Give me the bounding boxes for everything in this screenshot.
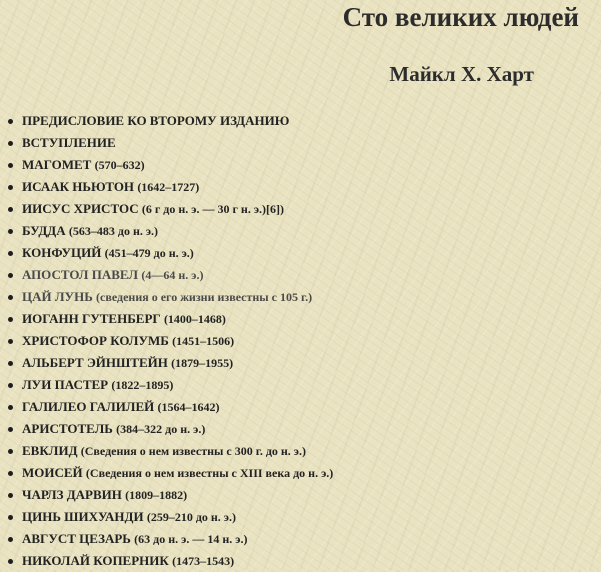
toc-dates: (1400–1468) bbox=[163, 312, 226, 326]
toc-link[interactable] bbox=[22, 443, 306, 458]
toc-link[interactable] bbox=[22, 509, 236, 524]
toc-name: ХРИСТОФОР КОЛУМБ bbox=[22, 333, 169, 348]
toc-dates: (563–483 до н. э.) bbox=[68, 224, 159, 238]
toc-item bbox=[0, 484, 333, 506]
toc-link[interactable] bbox=[22, 333, 234, 348]
toc-item bbox=[0, 132, 333, 154]
toc-name: МОИСЕЙ bbox=[22, 465, 83, 480]
toc-name: ГАЛИЛЕО ГАЛИЛЕЙ bbox=[22, 399, 155, 414]
toc-dates: (сведения о его жизни известны с 105 г.) bbox=[96, 290, 313, 304]
bullet-icon bbox=[8, 119, 13, 124]
toc-link[interactable] bbox=[22, 553, 234, 568]
toc-name: АПОСТОЛ ПАВЕЛ bbox=[22, 267, 139, 282]
bullet-icon bbox=[8, 207, 13, 212]
toc-name: ЕВКЛИД bbox=[22, 443, 78, 458]
bullet-icon bbox=[8, 273, 13, 278]
toc-name: АВГУСТ ЦЕЗАРЬ bbox=[22, 531, 131, 546]
bullet-icon bbox=[8, 141, 13, 146]
toc-dates: (384–322 до н. э.) bbox=[116, 422, 206, 436]
toc-name: МАГОМЕТ bbox=[22, 157, 92, 172]
toc-link[interactable] bbox=[22, 531, 247, 546]
toc-link[interactable] bbox=[22, 201, 284, 216]
toc-dates: (259–210 до н. э.) bbox=[146, 510, 236, 524]
toc-link[interactable] bbox=[22, 487, 187, 502]
toc-link[interactable] bbox=[22, 377, 173, 392]
toc-name: НИКОЛАЙ КОПЕРНИК bbox=[22, 553, 169, 568]
toc-item bbox=[0, 396, 333, 418]
toc-name: ИИСУС ХРИСТОС bbox=[22, 201, 139, 216]
toc-item bbox=[0, 462, 333, 484]
toc-link[interactable] bbox=[22, 245, 194, 260]
toc-link[interactable] bbox=[22, 289, 312, 304]
book-author: Майкл Х. Харт bbox=[389, 62, 534, 86]
toc-item bbox=[0, 110, 333, 132]
toc-item bbox=[0, 506, 333, 528]
toc-name: ВСТУПЛЕНИЕ bbox=[22, 135, 116, 150]
toc-item bbox=[0, 352, 333, 374]
toc-dates: (1473–1543) bbox=[172, 554, 235, 568]
toc-item bbox=[0, 528, 333, 550]
toc-item bbox=[0, 176, 333, 198]
toc-dates: (1809–1882) bbox=[125, 488, 188, 502]
bullet-icon bbox=[8, 229, 13, 234]
bullet-icon bbox=[8, 295, 13, 300]
toc-link[interactable] bbox=[22, 113, 289, 128]
toc-name: БУДДА bbox=[22, 223, 66, 238]
toc-item bbox=[0, 418, 333, 440]
toc-name: АЛЬБЕРТ ЭЙНШТЕЙН bbox=[22, 355, 168, 370]
toc-link[interactable] bbox=[22, 135, 116, 150]
toc-item bbox=[0, 550, 333, 572]
bullet-icon bbox=[8, 317, 13, 322]
toc-item bbox=[0, 264, 333, 286]
toc-link[interactable] bbox=[22, 465, 333, 480]
toc-link[interactable] bbox=[22, 355, 233, 370]
toc-name: ЦАЙ ЛУНЬ bbox=[22, 289, 93, 304]
toc-dates: (1642–1727) bbox=[137, 180, 200, 194]
toc-item bbox=[0, 220, 333, 242]
toc-dates: (1879–1955) bbox=[171, 356, 234, 370]
toc-dates: (1451–1506) bbox=[172, 334, 235, 348]
toc-name: ЧАРЛЗ ДАРВИН bbox=[22, 487, 122, 502]
toc-name: КОНФУЦИЙ bbox=[22, 245, 102, 260]
toc-item bbox=[0, 286, 333, 308]
toc-dates: (Сведения о нем известны с XIII века до н. э.) bbox=[85, 466, 334, 480]
toc-dates: (6 г до н. э. — 30 г н. э.)[6]) bbox=[141, 202, 285, 216]
toc-item bbox=[0, 198, 333, 220]
bullet-icon bbox=[8, 493, 13, 498]
toc-link[interactable] bbox=[22, 311, 226, 326]
bullet-icon bbox=[8, 405, 13, 410]
bullet-icon bbox=[8, 251, 13, 256]
toc-link[interactable] bbox=[22, 399, 220, 414]
toc-dates: (570–632) bbox=[94, 158, 145, 172]
bullet-icon bbox=[8, 515, 13, 520]
book-title: Сто великих людей bbox=[342, 2, 579, 32]
toc-link[interactable] bbox=[22, 179, 199, 194]
bullet-icon bbox=[8, 185, 13, 190]
toc-name: ЛУИ ПАСТЕР bbox=[22, 377, 109, 392]
toc-item bbox=[0, 330, 333, 352]
toc-dates: (1564–1642) bbox=[157, 400, 220, 414]
toc-name: ПРЕДИСЛОВИЕ КО ВТОРОМУ ИЗДАНИЮ bbox=[22, 113, 290, 128]
toc-name: ЦИНЬ ШИХУАНДИ bbox=[22, 509, 144, 524]
toc-dates: (Сведения о нем известны с 300 г. до н. э.) bbox=[80, 444, 306, 458]
toc-link[interactable] bbox=[22, 421, 205, 436]
bullet-icon bbox=[8, 559, 13, 564]
toc-name: ИСААК НЬЮТОН bbox=[22, 179, 135, 194]
toc-name: АРИСТОТЕЛЬ bbox=[22, 421, 113, 436]
toc-item bbox=[0, 242, 333, 264]
toc-dates: (4—64 н. э.) bbox=[141, 268, 204, 282]
bullet-icon bbox=[8, 471, 13, 476]
bullet-icon bbox=[8, 383, 13, 388]
toc-name: ИОГАНН ГУТЕНБЕРГ bbox=[22, 311, 161, 326]
bullet-icon bbox=[8, 361, 13, 366]
toc-item bbox=[0, 308, 333, 330]
bullet-icon bbox=[8, 427, 13, 432]
toc-link[interactable] bbox=[22, 267, 203, 282]
toc-item bbox=[0, 440, 333, 462]
bullet-icon bbox=[8, 449, 13, 454]
bullet-icon bbox=[8, 537, 13, 542]
toc-item bbox=[0, 154, 333, 176]
toc-dates: (451–479 до н. э.) bbox=[104, 246, 194, 260]
toc-dates: (63 до н. э. — 14 н. э.) bbox=[134, 532, 248, 546]
toc-item bbox=[0, 374, 333, 396]
toc-link[interactable] bbox=[22, 157, 145, 172]
bullet-icon bbox=[8, 339, 13, 344]
toc-dates: (1822–1895) bbox=[111, 378, 174, 392]
toc-link[interactable] bbox=[22, 223, 158, 238]
table-of-contents bbox=[0, 110, 333, 572]
bullet-icon bbox=[8, 163, 13, 168]
